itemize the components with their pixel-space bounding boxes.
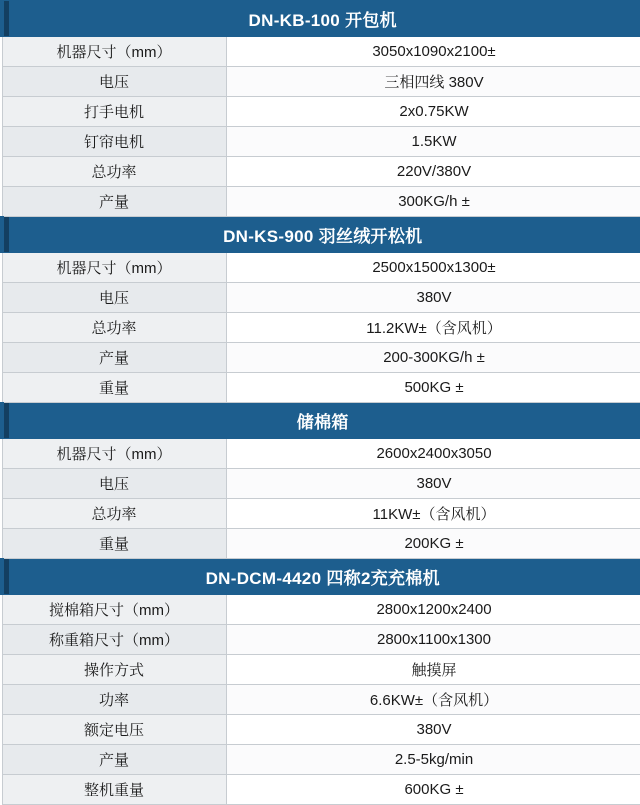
table-row: [2, 595, 640, 625]
spec-value: 6.6KW±（含风机）: [226, 685, 640, 715]
section-header-row: [2, 403, 640, 439]
table-row: [2, 685, 640, 715]
table-row: [2, 439, 640, 469]
table-row: [2, 313, 640, 343]
section-header-row: [2, 559, 640, 595]
table-row: [2, 37, 640, 67]
spec-label: 产量: [2, 745, 226, 775]
spec-value: 380V: [226, 469, 640, 499]
table-row: [2, 187, 640, 217]
spec-label: 机器尺寸（mm）: [2, 439, 226, 469]
spec-value: 11KW±（含风机）: [226, 499, 640, 529]
spec-value: 2x0.75KW: [226, 97, 640, 127]
spec-label: 总功率: [2, 157, 226, 187]
spec-label: 功率: [2, 685, 226, 715]
spec-label: 重量: [2, 529, 226, 559]
table-row: [2, 499, 640, 529]
section-title: 储棉箱: [2, 403, 640, 439]
spec-value: 三相四线 380V: [226, 67, 640, 97]
spec-value: 11.2KW±（含风机）: [226, 313, 640, 343]
spec-value: 600KG ±: [226, 775, 640, 805]
spec-value: 2800x1100x1300: [226, 625, 640, 655]
table-row: [2, 373, 640, 403]
spec-value: 1.5KW: [226, 127, 640, 157]
spec-label: 总功率: [2, 313, 226, 343]
section-accent-bar: [4, 403, 9, 438]
table-row: [2, 655, 640, 685]
table-row: [2, 97, 640, 127]
spec-label: 整机重量: [2, 775, 226, 805]
spec-label: 产量: [2, 343, 226, 373]
spec-label: 电压: [2, 283, 226, 313]
table-row: [2, 127, 640, 157]
spec-value: 220V/380V: [226, 157, 640, 187]
section-header-row: [2, 1, 640, 37]
spec-label: 产量: [2, 187, 226, 217]
table-row: [2, 715, 640, 745]
section-header-row: [2, 217, 640, 253]
table-row: [2, 529, 640, 559]
spec-label: 额定电压: [2, 715, 226, 745]
spec-label: 钉帘电机: [2, 127, 226, 157]
section-accent-bar: [4, 217, 9, 252]
section-title: DN-DCM-4420 四称2充充棉机: [2, 559, 640, 595]
spec-label: 电压: [2, 67, 226, 97]
spec-value: 300KG/h ±: [226, 187, 640, 217]
table-row: [2, 343, 640, 373]
spec-label: 搅棉箱尺寸（mm）: [2, 595, 226, 625]
table-row: [2, 253, 640, 283]
table-row: [2, 745, 640, 775]
table-body: [2, 1, 640, 805]
spec-label: 电压: [2, 469, 226, 499]
table-row: [2, 157, 640, 187]
spec-label: 机器尺寸（mm）: [2, 37, 226, 67]
spec-value: 2.5-5kg/min: [226, 745, 640, 775]
table-row: [2, 775, 640, 805]
spec-label: 称重箱尺寸（mm）: [2, 625, 226, 655]
spec-value: 2600x2400x3050: [226, 439, 640, 469]
spec-value: 200KG ±: [226, 529, 640, 559]
spec-label: 总功率: [2, 499, 226, 529]
section-accent-bar: [4, 559, 9, 594]
spec-label: 操作方式: [2, 655, 226, 685]
spec-value: 2800x1200x2400: [226, 595, 640, 625]
spec-value: 200-300KG/h ±: [226, 343, 640, 373]
spec-value: 3050x1090x2100±: [226, 37, 640, 67]
section-title: DN-KB-100 开包机: [2, 1, 640, 37]
table-row: [2, 625, 640, 655]
spec-label: 机器尺寸（mm）: [2, 253, 226, 283]
spec-value: 380V: [226, 715, 640, 745]
section-accent-bar: [4, 1, 9, 36]
spec-value: 500KG ±: [226, 373, 640, 403]
table-row: [2, 469, 640, 499]
table-row: [2, 67, 640, 97]
table-row: [2, 283, 640, 313]
spec-value: 触摸屏: [226, 655, 640, 685]
spec-value: 2500x1500x1300±: [226, 253, 640, 283]
spec-label: 重量: [2, 373, 226, 403]
spec-value: 380V: [226, 283, 640, 313]
section-title: DN-KS-900 羽丝绒开松机: [2, 217, 640, 253]
spec-label: 打手电机: [2, 97, 226, 127]
